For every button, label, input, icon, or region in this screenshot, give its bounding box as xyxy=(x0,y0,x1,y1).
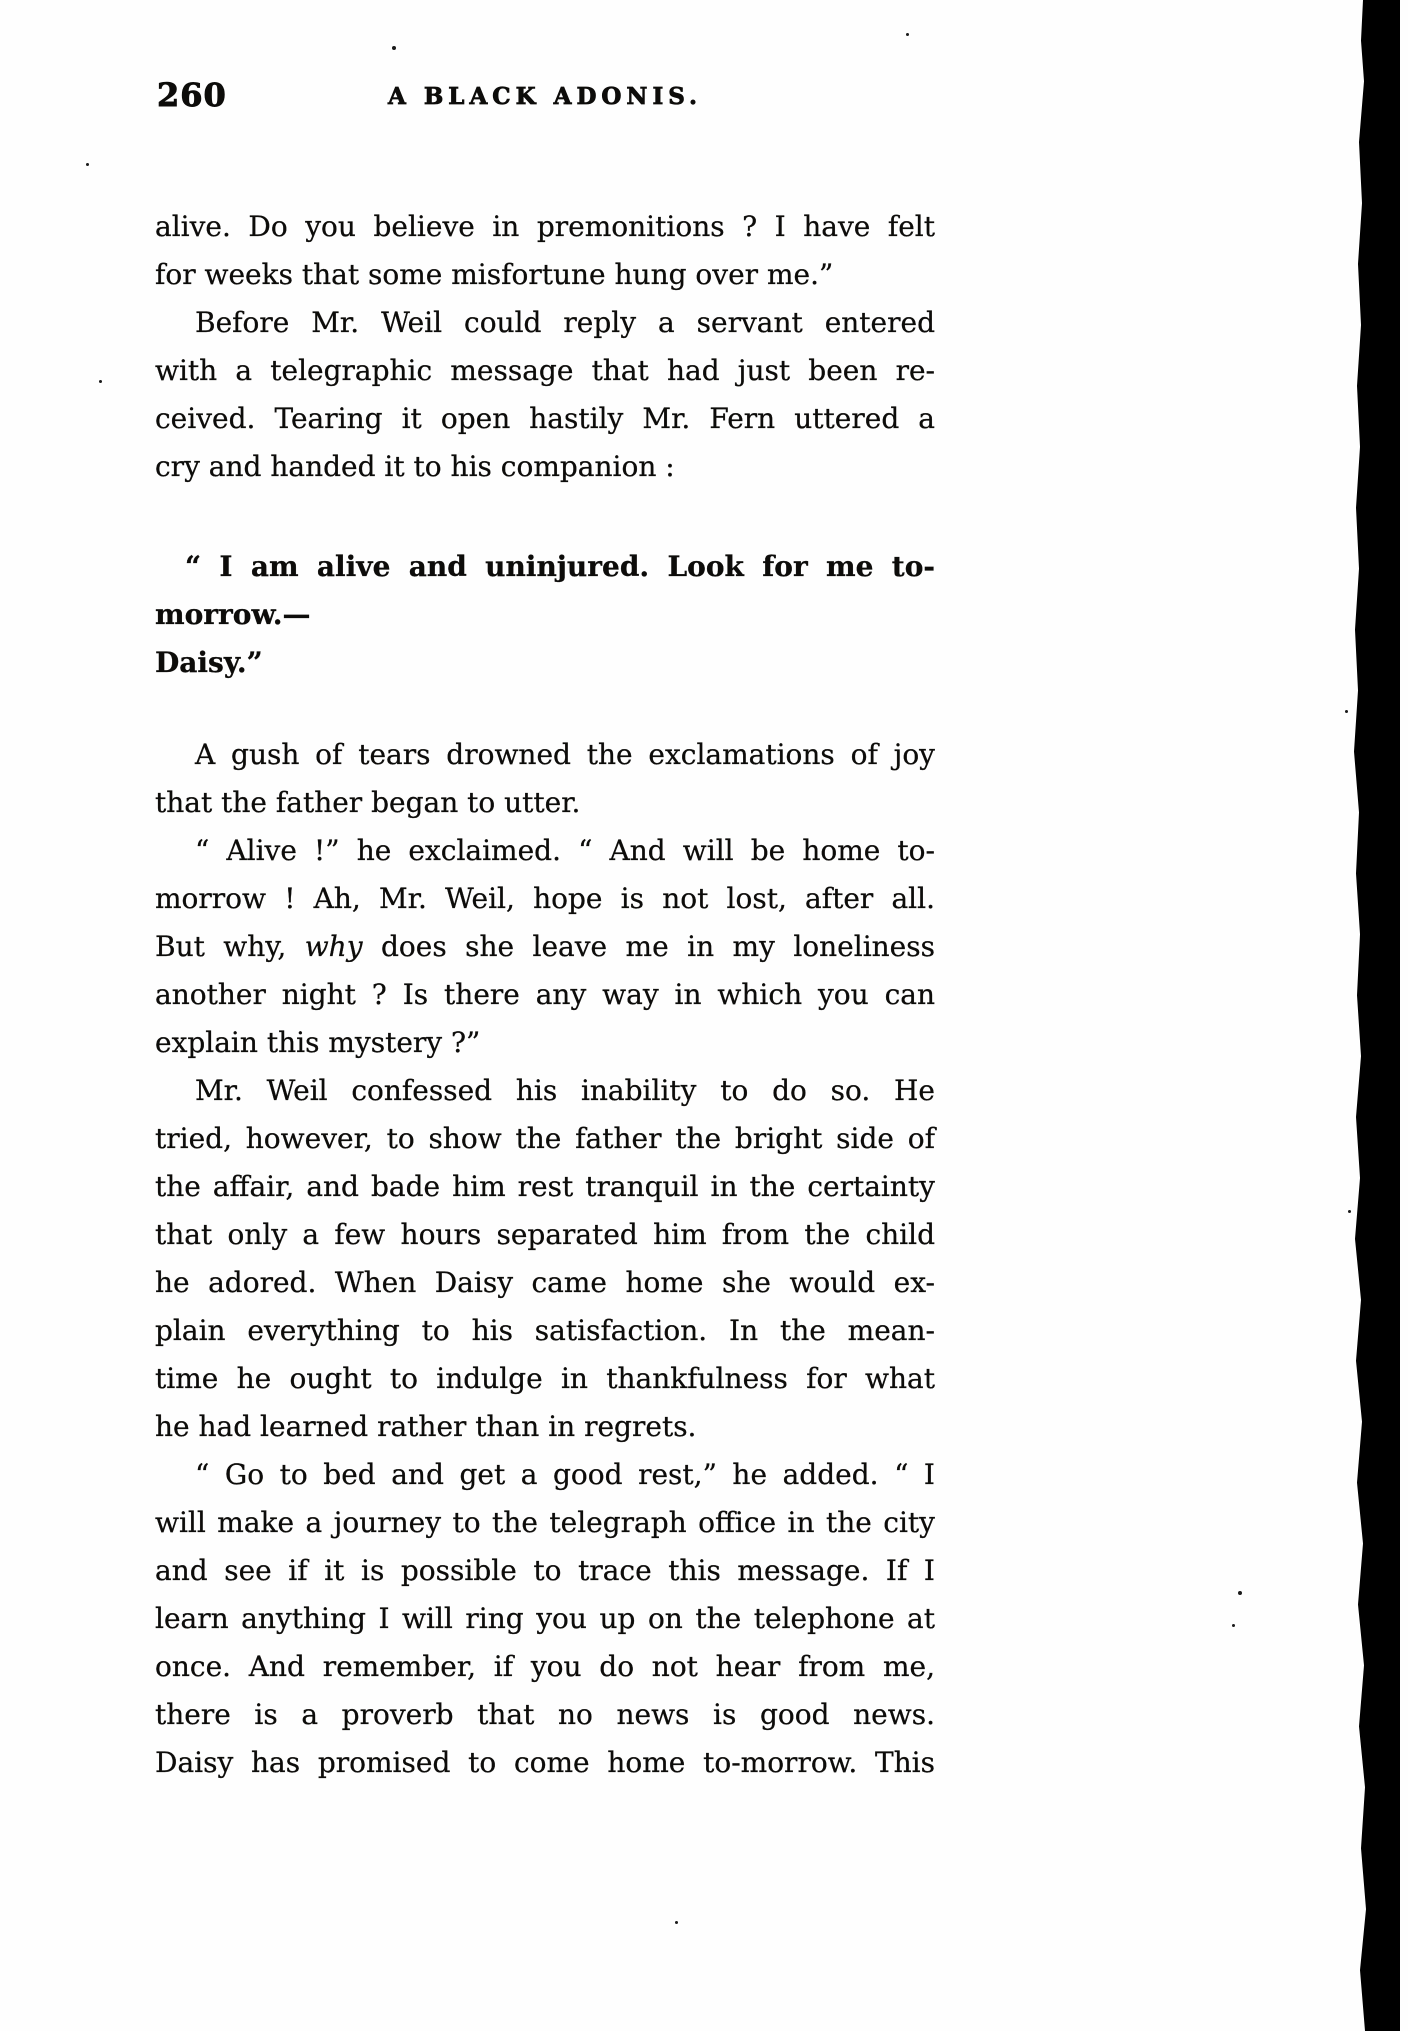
telegram-block xyxy=(155,543,935,687)
text-line: there is a proverb that no news is good news. xyxy=(155,1698,935,1731)
scan-speck xyxy=(1232,1624,1235,1627)
text-line: tried, however, to show the father the bright side of xyxy=(155,1122,935,1155)
scan-speck xyxy=(1348,1210,1351,1213)
text-line: for weeks that some misfortune hung over me.” xyxy=(155,258,834,291)
text-line: with a telegraphic message that had just been re- xyxy=(155,354,935,387)
paragraph xyxy=(155,731,935,827)
text-line: the affair, and bade him rest tranquil in the certainty xyxy=(155,1170,935,1203)
paragraph xyxy=(155,1067,935,1451)
text-line: learn anything I will ring you up on the telephone at xyxy=(155,1602,935,1635)
text-line: Before Mr. Weil could reply a servant entered xyxy=(195,306,935,339)
text-line: alive. Do you believe in premonitions ? I have felt xyxy=(155,210,935,243)
text-line: “ Alive !” he exclaimed. “ And will be home to- xyxy=(195,834,935,867)
text-line: Mr. Weil confessed his inability to do so. He xyxy=(195,1074,935,1107)
text-line: A gush of tears drowned the exclamations of joy xyxy=(195,738,935,771)
text-line: morrow ! Ah, Mr. Weil, hope is not lost, after all. xyxy=(155,882,935,915)
scan-speck xyxy=(392,46,396,50)
paragraph xyxy=(155,203,935,299)
running-title: A BLACK ADONIS. xyxy=(387,83,703,110)
paragraph xyxy=(155,299,935,491)
text-line: that the father began to utter. xyxy=(155,786,581,819)
text-line: he adored. When Daisy came home she would ex- xyxy=(155,1266,935,1299)
text-line: another night ? Is there any way in which you can xyxy=(155,978,935,1011)
scan-edge-artifact xyxy=(1354,0,1400,2031)
text-line: Daisy.” xyxy=(155,646,263,679)
scan-speck xyxy=(906,33,909,36)
text-line: ceived. Tearing it open hastily Mr. Fern uttered a xyxy=(155,402,935,435)
text-line: explain this mystery ?” xyxy=(155,1026,481,1059)
text-line: “ I am alive and uninjured. Look for me to-morrow.— xyxy=(155,550,935,631)
scan-speck xyxy=(1238,1591,1242,1595)
text-line: that only a few hours separated him from the child xyxy=(155,1218,935,1251)
scan-speck xyxy=(86,163,89,166)
page-number: 260 xyxy=(157,76,227,114)
scan-speck xyxy=(1345,710,1348,713)
text-line: cry and handed it to his companion : xyxy=(155,450,675,483)
text-line: will make a journey to the telegraph office in the city xyxy=(155,1506,935,1539)
text-line: Daisy has promised to come home to-morrow. This xyxy=(155,1746,935,1779)
scan-speck xyxy=(99,380,102,383)
paragraph xyxy=(155,1451,935,1787)
text-line: But why, why does she leave me in my loneliness xyxy=(155,930,935,963)
text-line: time he ought to indulge in thankfulness for what xyxy=(155,1362,935,1395)
scan-speck xyxy=(675,1921,678,1924)
paragraph xyxy=(155,827,935,1067)
text-line: and see if it is possible to trace this message. If I xyxy=(155,1554,935,1587)
page-body xyxy=(155,203,935,1787)
text-line: once. And remember, if you do not hear from me, xyxy=(155,1650,935,1683)
text-line: he had learned rather than in regrets. xyxy=(155,1410,697,1443)
text-line: plain everything to his satisfaction. In the mean- xyxy=(155,1314,935,1347)
text-line: “ Go to bed and get a good rest,” he added. “ I xyxy=(195,1458,935,1491)
